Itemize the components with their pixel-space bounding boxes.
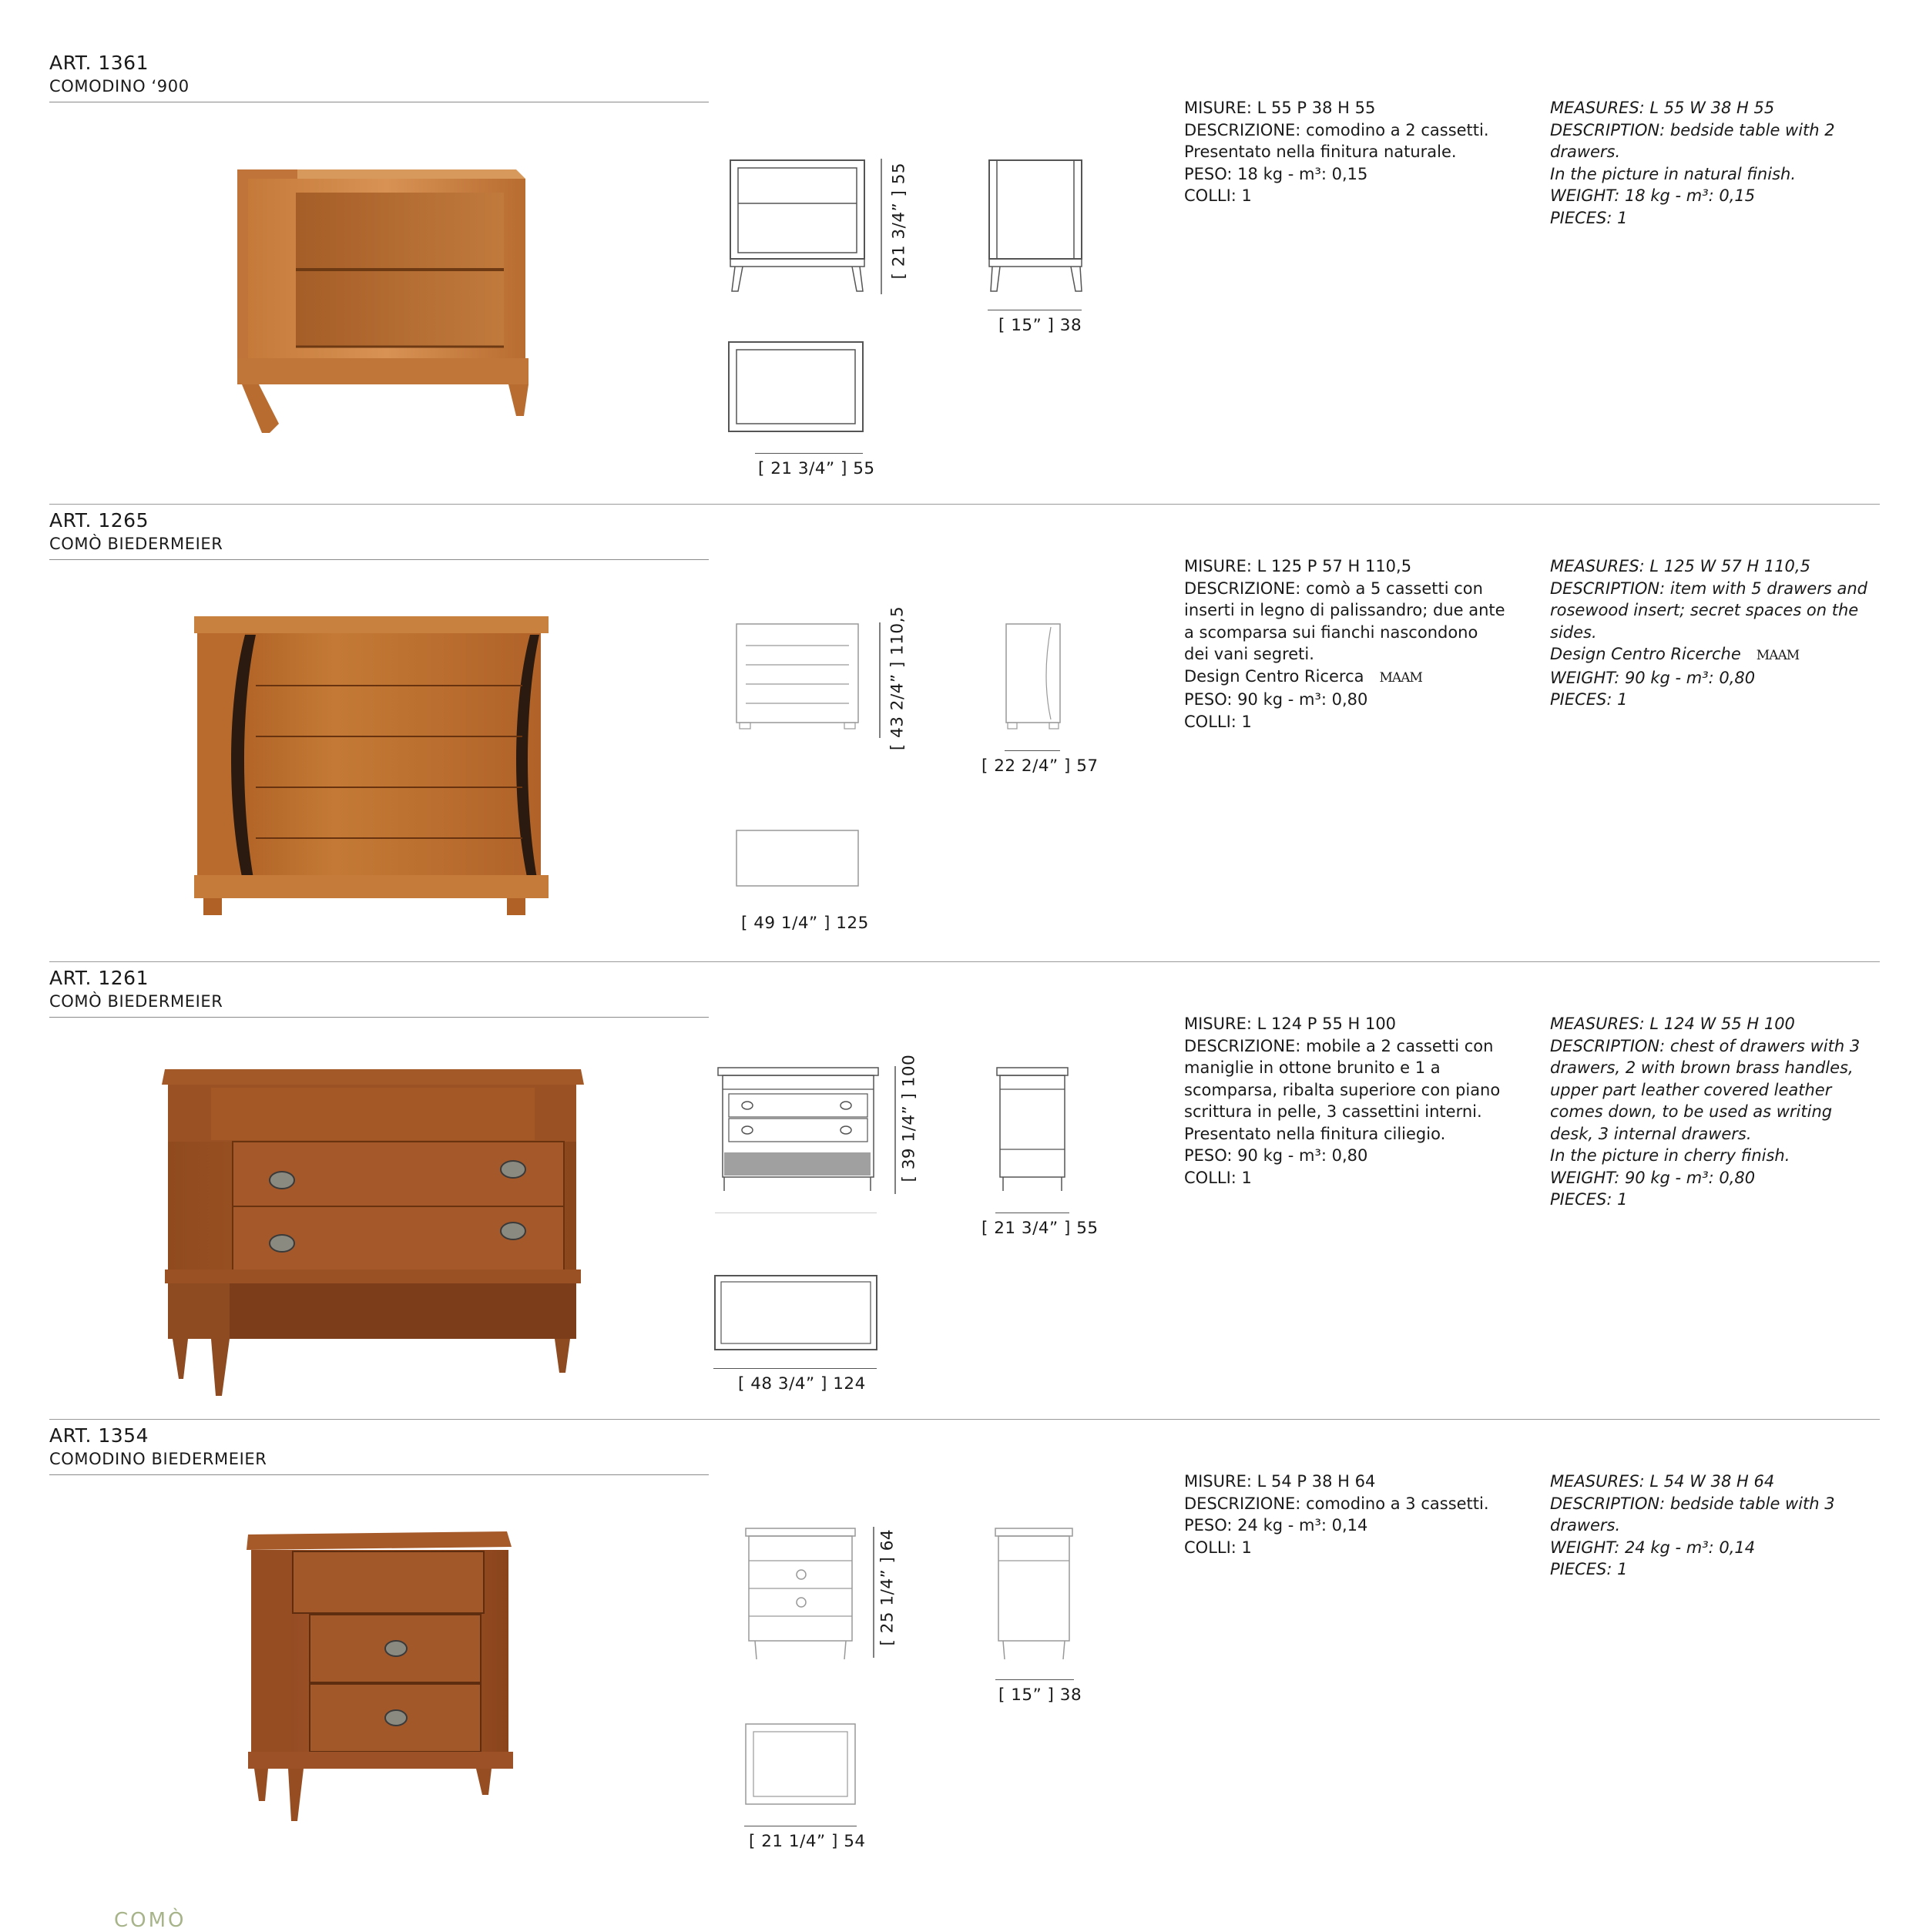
spec-key: DESCRIPTION: bbox=[1550, 1494, 1666, 1513]
title-rule bbox=[49, 559, 709, 560]
spec-value: 18 kg - m³: 0,15 bbox=[1232, 164, 1368, 183]
depth-dimension-label: [ 21 3/4” ] 55 bbox=[981, 1219, 1099, 1238]
article-code: ART. 1265 bbox=[49, 509, 149, 532]
article-name: COMÒ BIEDERMEIER bbox=[49, 992, 223, 1011]
front-view-drawing bbox=[744, 1527, 858, 1661]
spec-value: L 55 W 38 H 55 bbox=[1644, 99, 1775, 117]
section-divider bbox=[49, 961, 1880, 962]
footer-section-label: COMÒ bbox=[114, 1909, 186, 1932]
section-divider bbox=[49, 504, 1880, 505]
spec-note: In the picture in natural finish. bbox=[1550, 164, 1796, 183]
spec-key: DESCRIPTION: bbox=[1550, 1036, 1666, 1055]
front-view-drawing bbox=[716, 1066, 881, 1194]
height-dimension-line bbox=[871, 1527, 878, 1658]
spec-key: PESO: bbox=[1184, 1516, 1233, 1535]
spec-key: COLLI: bbox=[1184, 1168, 1236, 1187]
spec-value: comodino a 3 cassetti. bbox=[1300, 1494, 1489, 1513]
article-name: COMÒ BIEDERMEIER bbox=[49, 535, 223, 553]
height-dimension-line bbox=[892, 1066, 900, 1194]
spec-note: Design Centro Ricerca bbox=[1184, 666, 1364, 686]
spec-value: L 54 P 38 H 64 bbox=[1251, 1472, 1376, 1491]
spec-english bbox=[1550, 97, 1874, 229]
spec-italian bbox=[1184, 555, 1508, 733]
spec-key: MEASURES: bbox=[1550, 1015, 1645, 1033]
spec-value: L 54 W 38 H 64 bbox=[1644, 1472, 1775, 1491]
spec-value: item with 5 drawers and rosewood insert; secret spaces on the sides. bbox=[1550, 579, 1867, 642]
spec-key: PIECES: bbox=[1550, 690, 1612, 709]
width-dimension-label: [ 49 1/4” ] 125 bbox=[741, 914, 869, 933]
spec-key: MEASURES: bbox=[1550, 99, 1645, 117]
depth-dimension-label: [ 15” ] 38 bbox=[998, 316, 1082, 335]
spec-key: PESO: bbox=[1184, 1146, 1233, 1165]
spec-value: 18 kg - m³: 0,15 bbox=[1619, 186, 1756, 205]
height-dimension-line bbox=[877, 622, 884, 738]
spec-value: comodino a 2 cassetti. bbox=[1300, 120, 1489, 139]
spec-english bbox=[1550, 1013, 1874, 1211]
spec-key: PIECES: bbox=[1550, 1560, 1612, 1578]
spec-key: MEASURES: bbox=[1550, 1472, 1645, 1491]
spec-value: 1 bbox=[1612, 208, 1628, 227]
spec-key: DESCRIPTION: bbox=[1550, 120, 1666, 139]
spec-value: L 124 P 55 H 100 bbox=[1251, 1015, 1397, 1033]
spec-key: DESCRIZIONE: bbox=[1184, 1494, 1301, 1513]
spec-key: PESO: bbox=[1184, 690, 1233, 709]
product-photo-1354 bbox=[245, 1528, 515, 1821]
front-view-drawing bbox=[735, 622, 861, 730]
spec-key: MISURE: bbox=[1184, 557, 1252, 575]
spec-value: 24 kg - m³: 0,14 bbox=[1619, 1538, 1756, 1557]
spec-key: PIECES: bbox=[1550, 1190, 1612, 1209]
spec-value: L 125 W 57 H 110,5 bbox=[1644, 557, 1810, 575]
spec-key: MISURE: bbox=[1184, 1015, 1252, 1033]
depth-dimension-line bbox=[995, 1679, 1074, 1680]
article-code: ART. 1354 bbox=[49, 1424, 149, 1447]
spec-note: Design Centro Ricerche bbox=[1550, 645, 1741, 663]
depth-dimension-label: [ 22 2/4” ] 57 bbox=[981, 756, 1099, 776]
spec-key: PESO: bbox=[1184, 164, 1233, 183]
spec-value: 1 bbox=[1236, 712, 1252, 731]
article-name: COMODINO BIEDERMEIER bbox=[49, 1450, 267, 1468]
spec-key: DESCRIZIONE: bbox=[1184, 579, 1301, 598]
side-view-drawing bbox=[994, 1527, 1075, 1661]
spec-key: DESCRIZIONE: bbox=[1184, 120, 1301, 139]
spec-value: 24 kg - m³: 0,14 bbox=[1232, 1516, 1368, 1535]
width-dimension-label: [ 21 3/4” ] 55 bbox=[758, 459, 875, 478]
width-dimension-label: [ 48 3/4” ] 124 bbox=[738, 1374, 866, 1394]
height-dimension-label: [ 39 1/4” ] 100 bbox=[899, 1054, 919, 1182]
spec-value: L 125 P 57 H 110,5 bbox=[1251, 557, 1412, 575]
spec-value: 90 kg - m³: 0,80 bbox=[1619, 1168, 1756, 1187]
depth-dimension-label: [ 15” ] 38 bbox=[998, 1685, 1082, 1705]
spec-note: Presentato nella finitura ciliegio. bbox=[1184, 1124, 1446, 1143]
spec-english bbox=[1550, 1471, 1874, 1581]
spec-note: In the picture in cherry finish. bbox=[1550, 1146, 1790, 1165]
top-view-drawing bbox=[713, 1274, 878, 1351]
top-view-drawing bbox=[727, 340, 866, 434]
spec-value: comò a 5 cassetti con inserti in legno di palissandro; due ante a scomparsa sui fianchi nascondono dei vani segreti. bbox=[1184, 579, 1505, 663]
side-view-drawing bbox=[995, 1066, 1071, 1194]
depth-dimension-line bbox=[1005, 750, 1060, 751]
height-dimension-label: [ 25 1/4” ] 64 bbox=[877, 1528, 898, 1646]
spec-value: 1 bbox=[1236, 1538, 1252, 1557]
spec-value: chest of drawers with 3 drawers, 2 with brown brass handles, upper part leather covered leather comes down, to be used as writing desk, 3 internal drawers. bbox=[1550, 1036, 1861, 1143]
spec-key: MISURE: bbox=[1184, 1472, 1252, 1491]
height-dimension-label: [ 43 2/4” ] 110,5 bbox=[888, 605, 908, 751]
height-dimension-label: [ 21 3/4” ] 55 bbox=[889, 162, 909, 280]
spec-value: 90 kg - m³: 0,80 bbox=[1232, 690, 1368, 709]
spec-value: 1 bbox=[1236, 1168, 1252, 1187]
spec-value: bedside table with 2 drawers. bbox=[1550, 120, 1835, 161]
front-view-drawing bbox=[729, 159, 867, 297]
article-code: ART. 1261 bbox=[49, 967, 149, 989]
spec-key: MISURE: bbox=[1184, 99, 1252, 117]
spec-note: Presentato nella finitura naturale. bbox=[1184, 143, 1457, 161]
spec-key: DESCRIPTION: bbox=[1550, 579, 1666, 598]
spec-italian bbox=[1184, 97, 1508, 207]
product-photo-1265 bbox=[191, 613, 550, 921]
maam-logo: MAAM bbox=[1756, 648, 1800, 663]
spec-value: L 124 W 55 H 100 bbox=[1644, 1015, 1795, 1033]
article-code: ART. 1361 bbox=[49, 52, 149, 74]
title-rule bbox=[49, 1017, 709, 1018]
top-view-drawing bbox=[744, 1722, 858, 1807]
spec-value: 1 bbox=[1612, 690, 1628, 709]
spec-value: mobile a 2 cassetti con maniglie in ottone brunito e 1 a scomparsa, ribalta superiore con piano scrittura in pelle, 3 cassettini interni. bbox=[1184, 1036, 1501, 1121]
article-name: COMODINO ‘900 bbox=[49, 77, 190, 96]
spec-english bbox=[1550, 555, 1874, 711]
side-view-drawing bbox=[988, 159, 1085, 297]
width-dimension-line bbox=[713, 1368, 877, 1369]
spec-key: WEIGHT: bbox=[1550, 186, 1620, 205]
spec-key: PIECES: bbox=[1550, 208, 1612, 227]
spec-key: WEIGHT: bbox=[1550, 1538, 1620, 1557]
spec-italian bbox=[1184, 1471, 1508, 1558]
spec-key: DESCRIZIONE: bbox=[1184, 1036, 1301, 1055]
section-divider bbox=[49, 1419, 1880, 1420]
height-dimension-line bbox=[878, 159, 886, 294]
spec-key: COLLI: bbox=[1184, 186, 1236, 205]
spec-key: COLLI: bbox=[1184, 1538, 1236, 1557]
spec-key: WEIGHT: bbox=[1550, 1168, 1620, 1187]
spec-value: bedside table with 3 drawers. bbox=[1550, 1494, 1835, 1535]
side-view-drawing bbox=[1005, 622, 1063, 730]
spec-value: L 55 P 38 H 55 bbox=[1251, 99, 1376, 117]
spec-value: 90 kg - m³: 0,80 bbox=[1232, 1146, 1368, 1165]
maam-logo: MAAM bbox=[1379, 669, 1422, 686]
spec-key: MEASURES: bbox=[1550, 557, 1645, 575]
spec-value: 90 kg - m³: 0,80 bbox=[1619, 668, 1756, 687]
width-dimension-label: [ 21 1/4” ] 54 bbox=[749, 1832, 866, 1851]
title-rule bbox=[49, 1474, 709, 1475]
spec-key: COLLI: bbox=[1184, 712, 1236, 731]
width-dimension-line bbox=[755, 453, 863, 454]
spec-value: 1 bbox=[1612, 1560, 1628, 1578]
spec-key: WEIGHT: bbox=[1550, 668, 1620, 687]
spec-value: 1 bbox=[1236, 186, 1252, 205]
top-view-drawing bbox=[735, 829, 861, 887]
spec-value: 1 bbox=[1612, 1190, 1628, 1209]
product-photo-1261 bbox=[162, 1065, 586, 1396]
spec-italian bbox=[1184, 1013, 1508, 1189]
product-photo-1361 bbox=[231, 162, 532, 439]
